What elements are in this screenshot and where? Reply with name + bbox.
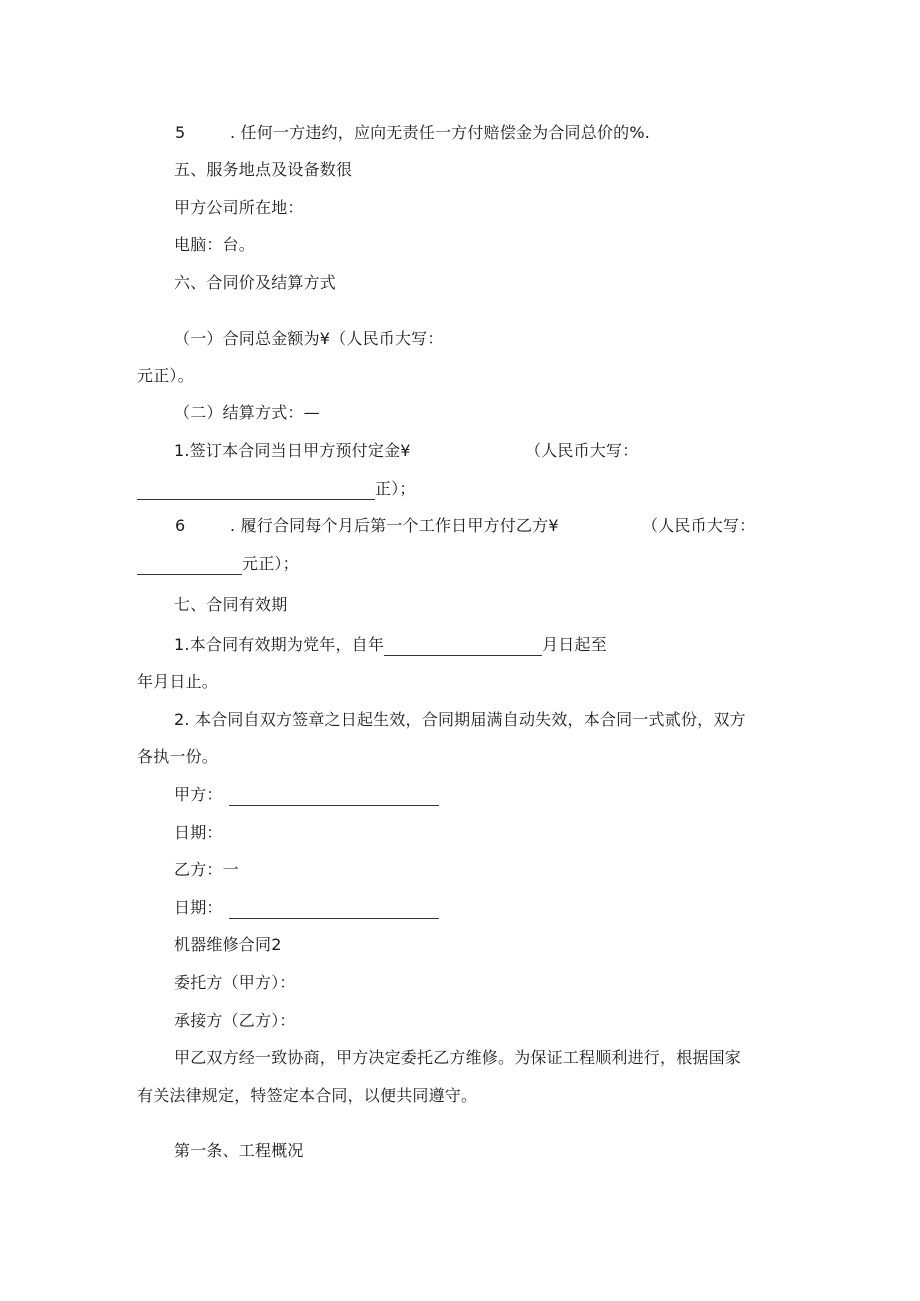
monthly-rmb-line [137,553,299,575]
section-6-heading: 六、合同价及结算方式 [174,273,337,292]
date-b-label: 日期： [174,898,223,917]
date-b-signature [174,897,439,919]
preamble: 甲乙双方经一致协商，甲方决定委托乙方维修。为保证工程顺利进行，根据国家 [174,1048,742,1067]
computer-count: 电脑：台。 [174,235,256,254]
monthly-rmb-end: 元正）； [242,554,299,573]
clause-6 [175,515,559,537]
section-7-heading: 七、合同有效期 [174,595,288,614]
party-a-label: 甲方： [174,785,223,804]
deposit-rmb-line [137,478,416,500]
validity-text-end: 月日起至 [542,635,607,654]
validity-blank[interactable] [384,637,542,656]
total-amount: （一）合同总金额为¥（人民币大写： [174,329,444,348]
total-amount-end: 元正）。 [137,366,194,385]
effectiveness-clause-cont: 各执一份。 [137,747,219,766]
deposit-rmb-blank[interactable] [137,481,375,500]
party-a-signature [174,784,439,806]
contract-2-title: 机器维修合同2 [174,935,282,954]
effectiveness-clause: 2. 本合同自双方签章之日起生效，合同期届满自动失效，本合同一式贰份，双方 [174,710,746,729]
settlement-method: （二）结算方式：— [174,403,320,422]
clause-6-text: . 履行合同每个月后第一个工作日甲方付乙方¥ [229,516,559,535]
party-a-blank[interactable] [229,787,439,806]
party-a-location: 甲方公司所在地： [174,198,304,217]
deposit-clause: 1.签订本合同当日甲方预付定金¥ [174,441,411,460]
monthly-rmb-blank[interactable] [137,556,242,575]
section-5-heading: 五、服务地点及设备数很 [174,160,353,179]
clause-5-number: 5 [175,123,186,142]
date-b-blank[interactable] [229,900,439,919]
clause-5-text: . 任何一方违约，应向无责任一方付赔偿金为合同总价的%. [229,123,651,142]
deposit-rmb-label: （人民币大写： [525,441,639,460]
clause-6-number: 6 [175,516,186,535]
clause-5 [175,122,650,144]
date-a-label: 日期： [174,823,223,842]
monthly-rmb-label: （人民币大写： [642,516,756,535]
party-b-signature: 乙方：一 [174,860,239,879]
client-party-a: 委托方（甲方）： [174,973,296,992]
preamble-cont: 有关法律规定，特签定本合同，以便共同遵守。 [137,1086,478,1105]
validity-clause [174,634,607,656]
validity-end-date: 年月日止。 [137,672,219,691]
deposit-rmb-end: 正）； [375,479,416,498]
contractor-party-b: 承接方（乙方）： [174,1011,296,1030]
validity-text-start: 1.本合同有效期为党年，自年 [174,635,385,654]
article-1-heading: 第一条、工程概况 [174,1141,304,1160]
